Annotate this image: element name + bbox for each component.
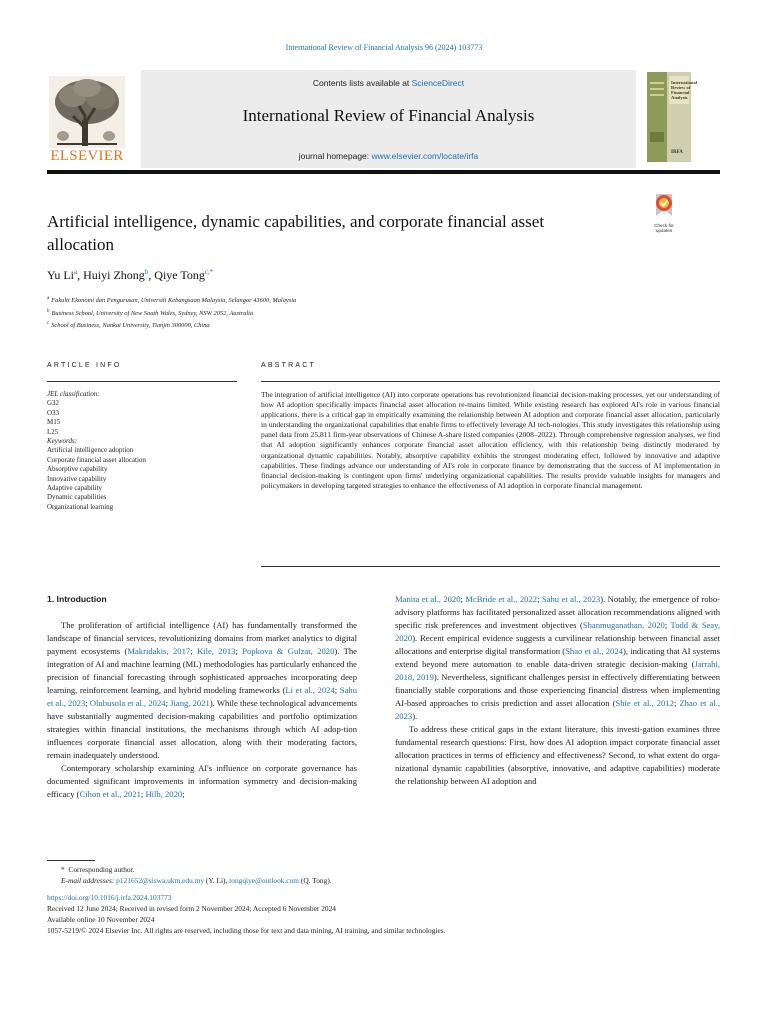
article-title: Artificial intelligence, dynamic capabilities, and corporate financial asset allocation bbox=[47, 212, 545, 254]
doi-line bbox=[47, 892, 727, 903]
section-heading: 1. Introduction bbox=[47, 594, 107, 604]
jel-code: O33 bbox=[47, 408, 60, 417]
author-name: Yu Li bbox=[47, 268, 74, 282]
citation-link[interactable]: Popkova & Gulzat, 2020 bbox=[242, 646, 335, 656]
jel-codes bbox=[47, 399, 237, 437]
citation-link[interactable]: Hilb, 2020 bbox=[145, 789, 183, 799]
abstract bbox=[261, 362, 720, 491]
cover-mark: IRFA bbox=[671, 150, 683, 155]
elsevier-tree-icon bbox=[49, 76, 125, 148]
corresponding-author-note bbox=[47, 864, 727, 875]
article-info-rule bbox=[47, 381, 237, 382]
elsevier-logo[interactable] bbox=[47, 70, 127, 168]
author-separator: , bbox=[148, 268, 155, 282]
citation-link[interactable]: Zhao et al., 2023 bbox=[395, 698, 720, 721]
journal-title: International Review of Financial Analysis bbox=[242, 106, 535, 125]
check-for-updates-button[interactable] bbox=[647, 192, 681, 233]
author-list bbox=[47, 268, 213, 283]
citation-link[interactable]: Cihon et al., 2021 bbox=[79, 789, 141, 799]
corresponding-mark: * bbox=[61, 865, 65, 874]
abstract-bottom-rule bbox=[261, 566, 720, 567]
affiliation-list bbox=[47, 294, 667, 332]
keyword: Artificial intelligence adoption bbox=[47, 446, 134, 455]
citation-link[interactable]: Todd & Seay, 2020 bbox=[395, 620, 721, 643]
jel-label: JEL classification: bbox=[47, 390, 100, 398]
abstract-rule bbox=[261, 381, 720, 382]
right-paragraphs bbox=[395, 593, 720, 788]
email-line bbox=[47, 875, 727, 886]
affiliation bbox=[47, 319, 667, 332]
citation-link[interactable]: McBride et al., 2022 bbox=[465, 594, 538, 604]
body-column-left bbox=[47, 593, 357, 801]
affiliation-mark: a bbox=[47, 296, 50, 301]
homepage-label: journal homepage: bbox=[298, 151, 372, 161]
keyword: Organizational learning bbox=[47, 502, 114, 511]
affiliation-text: Fakulti Ekonomi dan Pengurusan, Universiti Kebangsaan Malaysia, Selangor 43600, Malaysia bbox=[51, 297, 297, 305]
author-separator: , bbox=[77, 268, 84, 282]
abstract-heading: ABSTRACT bbox=[261, 362, 316, 369]
body-paragraph: Contemporary scholarship examining AI's influence on corporate governance has documented significant improvements in information symmetry and decision-making efficacy (Cihon et al., 2021; Hilb, 2020; bbox=[47, 763, 357, 799]
citation-link[interactable]: Sahu et al., 2023 bbox=[541, 594, 601, 604]
author-affiliation-mark[interactable]: c,* bbox=[204, 268, 214, 276]
affiliation-mark: b bbox=[47, 308, 50, 314]
citation-link[interactable]: Jiang, 2021 bbox=[170, 698, 210, 708]
doi-link[interactable]: https://doi.org/10.1016/j.irfa.2024.103773 bbox=[47, 893, 172, 902]
journal-masthead bbox=[47, 70, 720, 168]
keywords-label: Keywords: bbox=[47, 437, 78, 446]
citation-link[interactable]: Makridakis, 2017 bbox=[127, 646, 191, 656]
contents-prefix: Contents lists available at bbox=[312, 78, 412, 88]
footnote-rule bbox=[47, 860, 95, 861]
keywords bbox=[47, 446, 237, 512]
masthead-center-panel bbox=[141, 70, 636, 168]
masthead-rule bbox=[47, 170, 720, 174]
keyword: Absorptive capability bbox=[47, 465, 108, 474]
citation-link[interactable]: Manita et al., 2020 bbox=[395, 594, 461, 604]
citation-link[interactable]: Shao et al., 2024 bbox=[565, 646, 623, 656]
affiliation-mark: c bbox=[47, 321, 50, 327]
body-paragraph: To address these critical gaps in the extant literature, this investi-gation examines three fundamental research questions: First, how does AI adoption impact corporate financial asset allocation practices in terms of efficiency and effectiveness? Second, to what extent do orga-nizational dynamic capabilities (absorptive, innovative, and adaptive capabilities) moderate the relationship between AI adoption and bbox=[395, 724, 720, 786]
running-head[interactable]: International Review of Financial Analysis 96 (2024) 103773 bbox=[285, 43, 483, 52]
affiliation-text: School of Business, Nankai University, Tianjin 300000, China bbox=[51, 322, 210, 330]
copyright-line: 1057-5219/© 2024 Elsevier Inc. All rights are reserved, including those for text and data mining, AI training, and similar technologies. bbox=[47, 926, 446, 935]
contents-line bbox=[141, 78, 636, 88]
affiliation-text: Business School, University of New South Wales, Sydney, NSW 2052, Australia bbox=[51, 309, 254, 317]
author-name: Qiye Tong bbox=[154, 268, 205, 282]
article-info bbox=[47, 362, 237, 512]
email-label: E-mail addresses: bbox=[61, 876, 115, 885]
body-paragraph: Manita et al., 2020; McBride et al., 2022; Sahu et al., 2023). Notably, the emergence of robo-advisory platforms has facilitated personalized asset allocation recommendations aligned with specific risk preferences and investment objectives (Shanmuganathan, 2020; Todd & Seay, 2020). Recent empirical evidence suggests a curvilinear relationship between financial asset allocations and enterprise digital transformation (Shao et al., 2024), indicating that AI systems extend beyond mere automation to enable data-driven strategic decision-making (Jarrahi, 2018, 2019). Nevertheless, significant challenges persist in effectively differentiating between financially stable corporations and those experiencing financial distress when implementing AI-based approaches to crisis prediction and asset allocation (Shie et al., 2012; Zhao et al., 2023). bbox=[395, 594, 721, 721]
left-paragraphs bbox=[47, 619, 357, 801]
jel-code: G32 bbox=[47, 399, 60, 408]
received-line: Received 12 June 2024; Received in revised form 2 November 2024; Accepted 6 November 2024 bbox=[47, 904, 336, 913]
author-name: Huiyi Zhong bbox=[83, 268, 145, 282]
homepage-line bbox=[141, 151, 636, 161]
footnotes bbox=[47, 864, 727, 936]
jel-code: M15 bbox=[47, 418, 61, 427]
keyword: Adaptive capability bbox=[47, 484, 103, 493]
citation-link[interactable]: Kile, 2013 bbox=[196, 646, 236, 656]
affiliation bbox=[47, 294, 667, 307]
journal-cover-thumbnail[interactable] bbox=[647, 72, 698, 162]
email-link-li[interactable]: p121652@siswa.ukm.edu.my bbox=[116, 876, 205, 885]
body-paragraph: The proliferation of artificial intelligence (AI) has fundamentally transformed the landscape of financial services, revolutionizing domains from market analytics to digital payment ecosystems (Makridakis, 2017; Kile, 2013; Popkova & Gulzat, 2020). The integration of AI and machine learning (ML) methodologies has particularly enhanced the precision of financial forecasting through sophisticated approaches incorporating deep learning, reinforcement learning, and hybrid modeling frameworks (Li et al., 2024; Sahu et al., 2023; Olubusola et al., 2024; Jiang, 2021). While these technological advancements have substantially augmented decision-making capabilities and portfolio optimization strategies within financial institutions, the mechanisms through which AI adop-tion influences corporate financial asset allocation, along with their moderating factors, remain inadequately understood. bbox=[47, 620, 357, 760]
article-info-list bbox=[47, 390, 237, 512]
citation-link[interactable]: Shanmuganathan, 2020 bbox=[582, 620, 665, 630]
elsevier-wordmark: ELSEVIER bbox=[50, 148, 124, 164]
journal-homepage-link[interactable]: www.elsevier.com/locate/irfa bbox=[371, 151, 479, 161]
citation-link[interactable]: Sahu et al., 2023 bbox=[47, 685, 357, 708]
keyword: Corporate financial asset allocation bbox=[47, 455, 146, 464]
check-for-updates-label: Check for updates bbox=[654, 223, 674, 233]
article-info-heading: ARTICLE INFO bbox=[47, 362, 122, 369]
available-online-line: Available online 10 November 2024 bbox=[47, 915, 155, 924]
cover-title: International Review of Financial Analysis bbox=[671, 80, 698, 100]
body-column-right bbox=[395, 593, 720, 788]
check-for-updates-icon bbox=[652, 192, 676, 218]
corresponding-text: Corresponding author. bbox=[68, 865, 135, 874]
keyword: Dynamic capabilities bbox=[47, 493, 107, 502]
citation-link[interactable]: Shie et al., 2012 bbox=[615, 698, 674, 708]
sciencedirect-link[interactable]: ScienceDirect bbox=[411, 78, 465, 88]
email-owner-li: (Y. Li), bbox=[204, 876, 230, 885]
citation-link[interactable]: Olubusola et al., 2024 bbox=[89, 698, 166, 708]
author-affiliation-mark[interactable]: b bbox=[144, 268, 149, 276]
citation-link[interactable]: Li et al., 2024 bbox=[285, 685, 335, 695]
email-link-tong[interactable]: tongqiye@outlook.com bbox=[229, 876, 300, 885]
jel-code: L25 bbox=[47, 427, 59, 436]
abstract-text: The integration of artificial intelligence (AI) into corporate operations has revolutionized financial decision-making processes, yet our understanding of how AI adoption specifically impacts financial asset allocation re-mains limited. While existing research has explored AI's role in various financial applications, there is a critical gap in empirically examining the relationship between AI adoption and corporate financial asset allocation, particularly in understanding the organizational capabilities that enable firms to effectively leverage AI tech-nologies. This study investigates this relationship using panel data from 25,811 firm-year observations of Chinese A-share listed companies (2008–2022). Through comprehensive regression analyses, we find that AI adoption significantly enhances corporate financial asset allocation efficiency, with this relationship being distinctly moderated by organizational dynamic capabilities. Notably, absorptive capability exhibits the strongest moderating effect, followed by innovative and adaptive capabilities. These findings advance our understanding of AI's role in corporate finance by demonstrating that the success of AI implementation in financial decision-making is contingent upon firms' underlying organizational capabilities. The results provide valuable insights for managers and policymakers in developing targeted strategies to enhance the effectiveness of AI adoption in corporate financial management. bbox=[261, 390, 720, 490]
citation-link[interactable]: Jarrahi, 2018, 2019 bbox=[395, 659, 720, 682]
author-affiliation-mark[interactable]: a bbox=[74, 268, 78, 276]
affiliation bbox=[47, 307, 667, 320]
email-owner-tong: (Q. Tong). bbox=[299, 876, 332, 885]
keyword: Innovative capability bbox=[47, 474, 107, 483]
